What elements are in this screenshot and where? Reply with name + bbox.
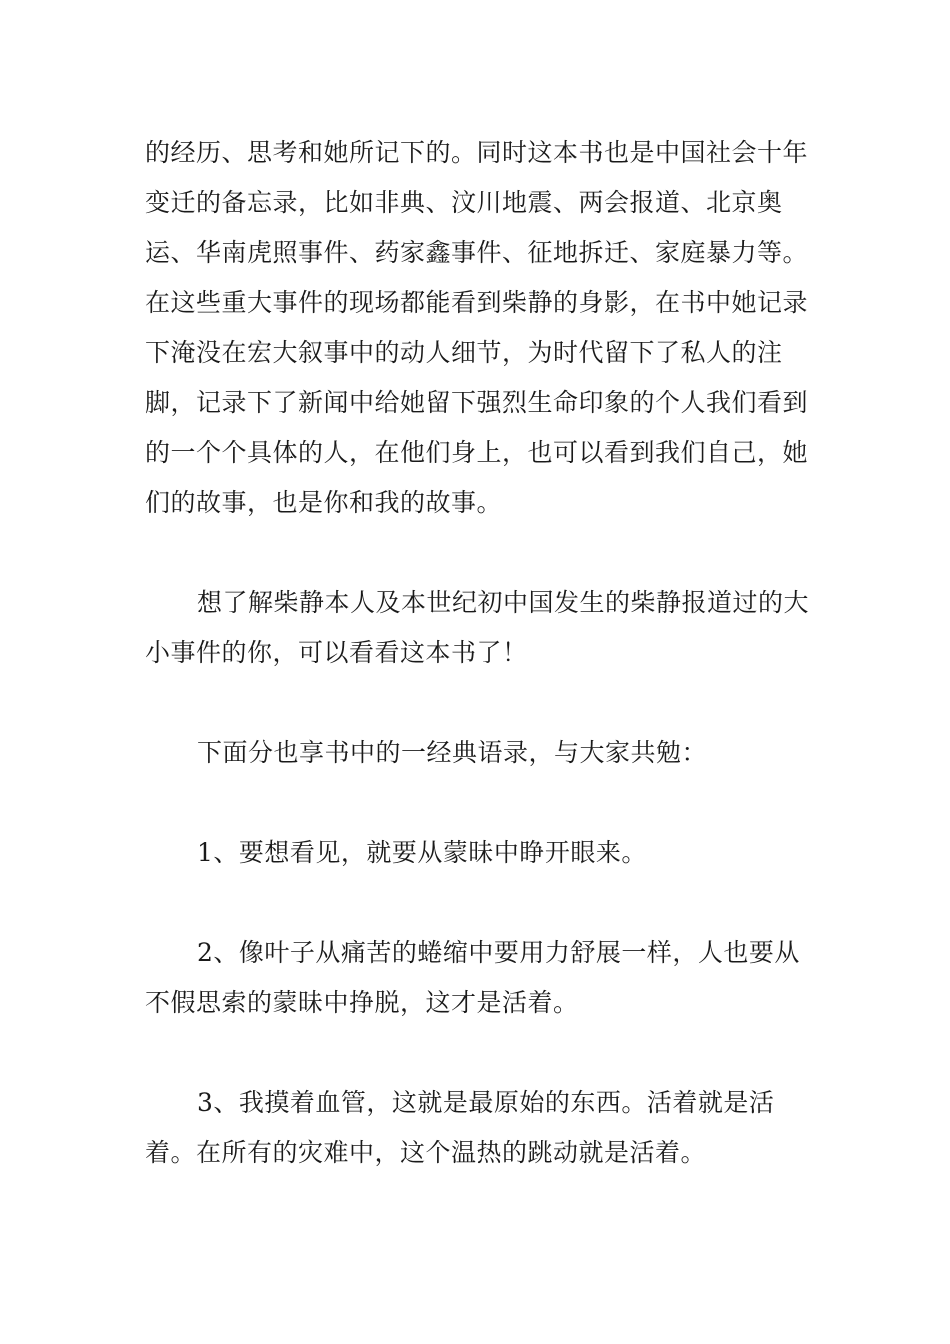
- paragraph-gap: [145, 528, 825, 578]
- paragraph-intro: 的经历、思考和她所记下的。同时这本书也是中国社会十年变迁的备忘录，比如非典、汶川地震、两会报道、北京奥运、华南虎照事件、药家鑫事件、征地拆迁、家庭暴力等。在这些重大事件的现场都能看到柴静的身影，在书中她记录下淹没在宏大叙事中的动人细节，为时代留下了私人的注脚，记录下了新闻中给她留下强烈生命印象的个人我们看到的一个个具体的人，在他们身上，也可以看到我们自己，她们的故事，也是你和我的故事。: [145, 138, 809, 517]
- paragraph-gap: [145, 1028, 825, 1078]
- paragraph-quotes-intro: 下面分也享书中的一经典语录，与大家共勉：: [197, 738, 708, 767]
- paragraph-gap: [145, 778, 825, 828]
- paragraph-gap: [145, 878, 825, 928]
- paragraph-gap: [145, 678, 825, 728]
- quote-item-3: 3、我摸着血管，这就是最原始的东西。活着就是活着。在所有的灾难中，这个温热的跳动就是活着。: [145, 1088, 775, 1167]
- document-body: [145, 128, 825, 1178]
- paragraph-recommend: 想了解柴静本人及本世纪初中国发生的柴静报道过的大小事件的你，可以看看这本书了！: [145, 588, 810, 667]
- quote-item-1: 1、要想看见，就要从蒙昧中睁开眼来。: [197, 838, 647, 867]
- quote-item-2: 2、像叶子从痛苦的蜷缩中要用力舒展一样，人也要从不假思索的蒙昧中挣脱，这才是活着。: [145, 938, 800, 1017]
